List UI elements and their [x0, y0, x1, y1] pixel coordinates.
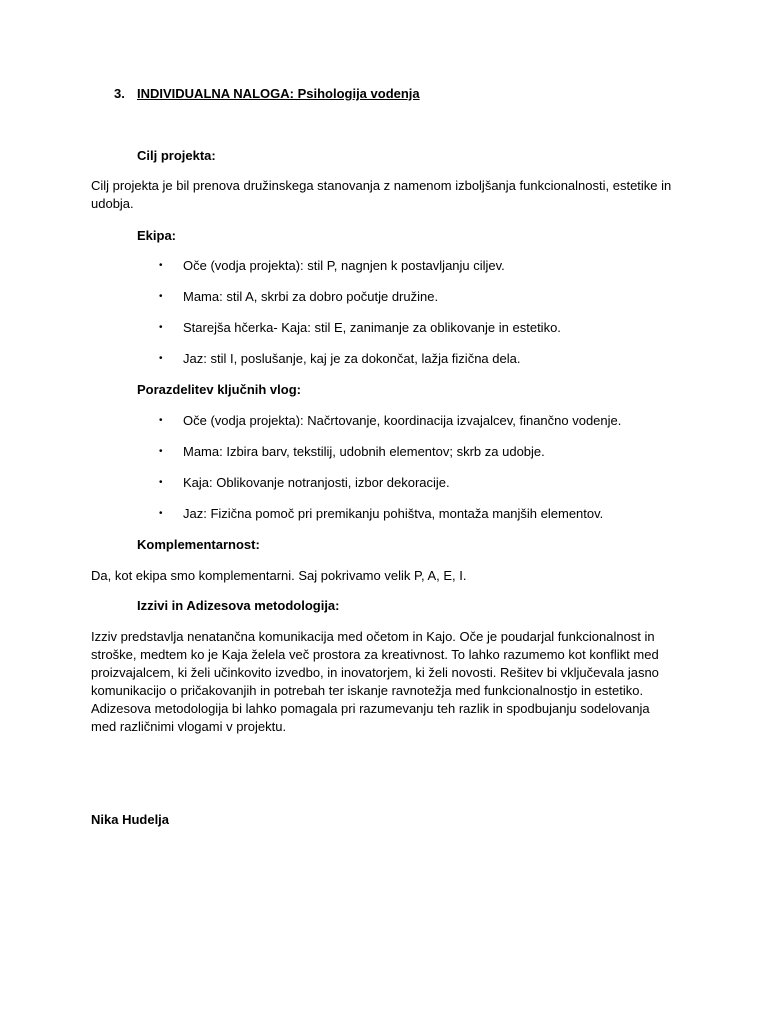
ekipa-list-item: [159, 319, 561, 337]
izzivi-heading: Izzivi in Adizesova metodologija:: [137, 598, 340, 613]
list-item-text: Jaz: stil I, poslušanje, kaj je za dokončat, lažja fizična dela.: [183, 351, 521, 366]
author-signature: Nika Hudelja: [91, 812, 170, 827]
list-item-text: Oče (vodja projekta): stil P, nagnjen k postavljanju ciljev.: [183, 258, 505, 273]
list-item-text: Kaja: Oblikovanje notranjosti, izbor dekoracije.: [183, 475, 450, 490]
list-item-text: Jaz: Fizična pomoč pri premikanju pohištva, montaža manjših elementov.: [183, 506, 604, 521]
bullet-icon: •: [159, 415, 163, 426]
ekipa-list-item: [159, 288, 438, 306]
vloge-list-item: [159, 505, 603, 523]
ekipa-list-item: [159, 350, 520, 368]
bullet-icon: •: [159, 353, 163, 364]
ekipa-list-item: [159, 257, 505, 275]
list-item-text: Oče (vodja projekta): Načrtovanje, koordinacija izvajalcev, finančno vodenje.: [183, 413, 622, 428]
bullet-icon: •: [159, 446, 163, 457]
list-item-text: Starejša hčerka- Kaja: stil E, zanimanje za oblikovanje in estetiko.: [183, 320, 561, 335]
list-item-text: Mama: Izbira barv, tekstilij, udobnih elementov; skrb za udobje.: [183, 444, 545, 459]
document-title: [114, 85, 420, 103]
vloge-list-item: [159, 474, 450, 492]
bullet-icon: •: [159, 477, 163, 488]
komplementarnost-paragraph: Da, kot ekipa smo komplementarni. Saj pokrivamo velik P, A, E, I.: [91, 568, 467, 583]
ekipa-heading: Ekipa:: [137, 228, 177, 243]
bullet-icon: •: [159, 291, 163, 302]
bullet-icon: •: [159, 508, 163, 519]
komplementarnost-heading: Komplementarnost:: [137, 537, 260, 552]
cilj-paragraph: Cilj projekta je bil prenova družinskega stanovanja z namenom izboljšanja funkcionalnosti, estetike in udobja.: [91, 178, 672, 211]
cilj-heading: Cilj projekta:: [137, 148, 216, 163]
bullet-icon: •: [159, 260, 163, 271]
vloge-list-item: [159, 443, 545, 461]
section-number: 3.: [114, 86, 125, 101]
izzivi-paragraph: Izziv predstavlja nenatančna komunikacija med očetom in Kajo. Oče je poudarjal funkcionalnost in stroške, medtem ko je Kaja želela več prostora za kreativnost. To lahko razumemo kot konflikt med proizvajalcem, ki želi učinkovito izvedbo, in inovatorjem, ki želi novosti. Rešitev bi vključevala jasno komunikacijo o pričakovanjih in potrebah ter iskanje ravnotežja med funkcionalnostjo in estetiko. Adizesova metodologija bi lahko pomagala pri razumevanju teh razlik in spodbujanju sodelovanja med različnimi vlogami v projektu.: [91, 629, 659, 734]
list-item-text: Mama: stil A, skrbi za dobro počutje družine.: [183, 289, 439, 304]
bullet-icon: •: [159, 322, 163, 333]
section-title-text: INDIVIDUALNA NALOGA: Psihologija vodenja: [137, 86, 420, 101]
vloge-list-item: [159, 412, 621, 430]
vloge-heading: Porazdelitev ključnih vlog:: [137, 382, 301, 397]
